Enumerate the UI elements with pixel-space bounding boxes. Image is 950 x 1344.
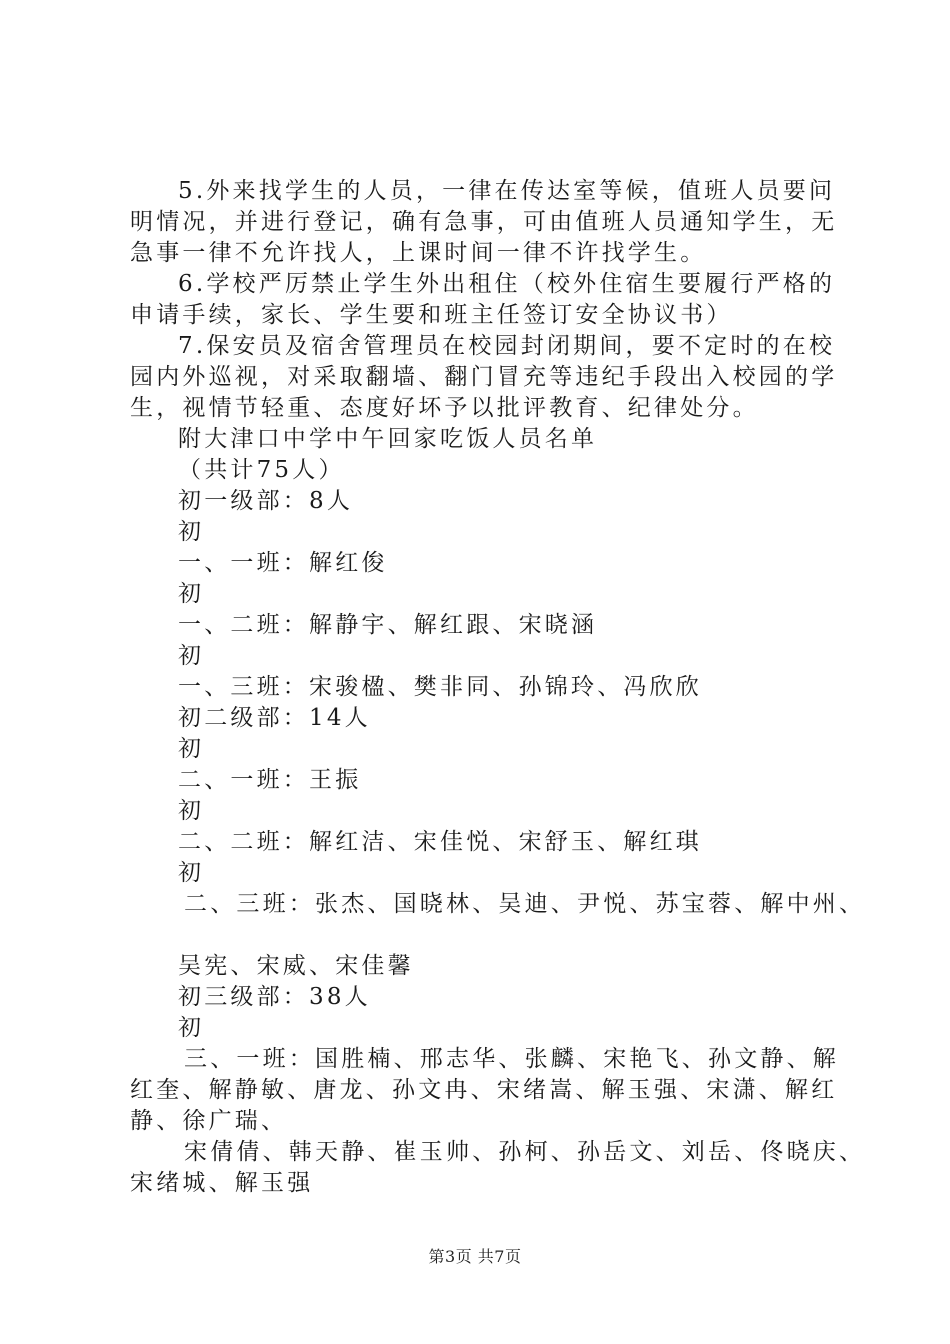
list-title: 附大津口中学中午回家吃饭人员名单 <box>178 426 598 452</box>
text-line: 静、徐广瑞、 <box>130 1108 288 1134</box>
blank-line <box>130 920 840 951</box>
class-entry: 二、二班：解红洁、宋佳悦、宋舒玉、解红琪 <box>178 829 702 855</box>
text-line: 初 <box>178 519 205 545</box>
text-line: 7.保安员及宿舍管理员在校园封闭期间，要不定时的在校 <box>178 333 836 359</box>
text-line: 宋倩倩、韩天静、崔玉帅、孙柯、孙岳文、刘岳、佟晓庆、 <box>184 1139 866 1165</box>
class-entry-continued: 吴宪、宋威、宋佳馨 <box>178 953 414 979</box>
class-entry: 一、三班：宋骏楹、樊非同、孙锦玲、冯欣欣 <box>178 674 702 700</box>
class-entry: 二、一班：王振 <box>178 767 362 793</box>
text-line: 6.学校严厉禁止学生外出租住（校外住宿生要履行严格的 <box>178 271 836 297</box>
class-entry: 一、二班：解静宇、解红跟、宋晓涵 <box>178 612 598 638</box>
text-line: 5.外来找学生的人员，一律在传达室等候，值班人员要问 <box>178 178 836 204</box>
grade-heading: 初二级部：14人 <box>178 705 371 731</box>
text-line: 初 <box>178 860 205 886</box>
document-body <box>130 176 866 1199</box>
class-entry: 一、一班：解红俊 <box>178 550 388 576</box>
text-line: 急事一律不允许找人，上课时间一律不许找学生。 <box>130 240 707 266</box>
text-line: 生，视情节轻重、态度好坏予以批评教育、纪律处分。 <box>130 395 759 421</box>
page-footer: 第3页 共7页 <box>428 1247 522 1266</box>
class-entry: 二、三班：张杰、国晓林、吴迪、尹悦、苏宝蓉、解中州、 <box>184 891 866 917</box>
class-entry: 三、一班：国胜楠、邢志华、张麟、宋艳飞、孙文静、解 <box>184 1046 839 1072</box>
text-line: 宋绪城、解玉强 <box>130 1170 314 1196</box>
text-line: 初 <box>178 736 205 762</box>
text-line: 初 <box>178 581 205 607</box>
text-line: 园内外巡视，对采取翻墙、翻门冒充等违纪手段出入校园的学 <box>130 364 838 390</box>
text-line: 红奎、解静敏、唐龙、孙文冉、宋绪嵩、解玉强、宋潇、解红 <box>130 1077 838 1103</box>
text-line: 初 <box>178 643 205 669</box>
grade-heading: 初一级部：8人 <box>178 488 354 514</box>
grade-heading: 初三级部：38人 <box>178 984 371 1010</box>
list-total: （共计75人） <box>178 457 345 483</box>
text-line: 初 <box>178 798 205 824</box>
text-line: 申请手续，家长、学生要和班主任签订安全协议书） <box>130 302 733 328</box>
text-line: 明情况，并进行登记，确有急事，可由值班人员通知学生，无 <box>130 209 838 235</box>
text-line: 初 <box>178 1015 205 1041</box>
